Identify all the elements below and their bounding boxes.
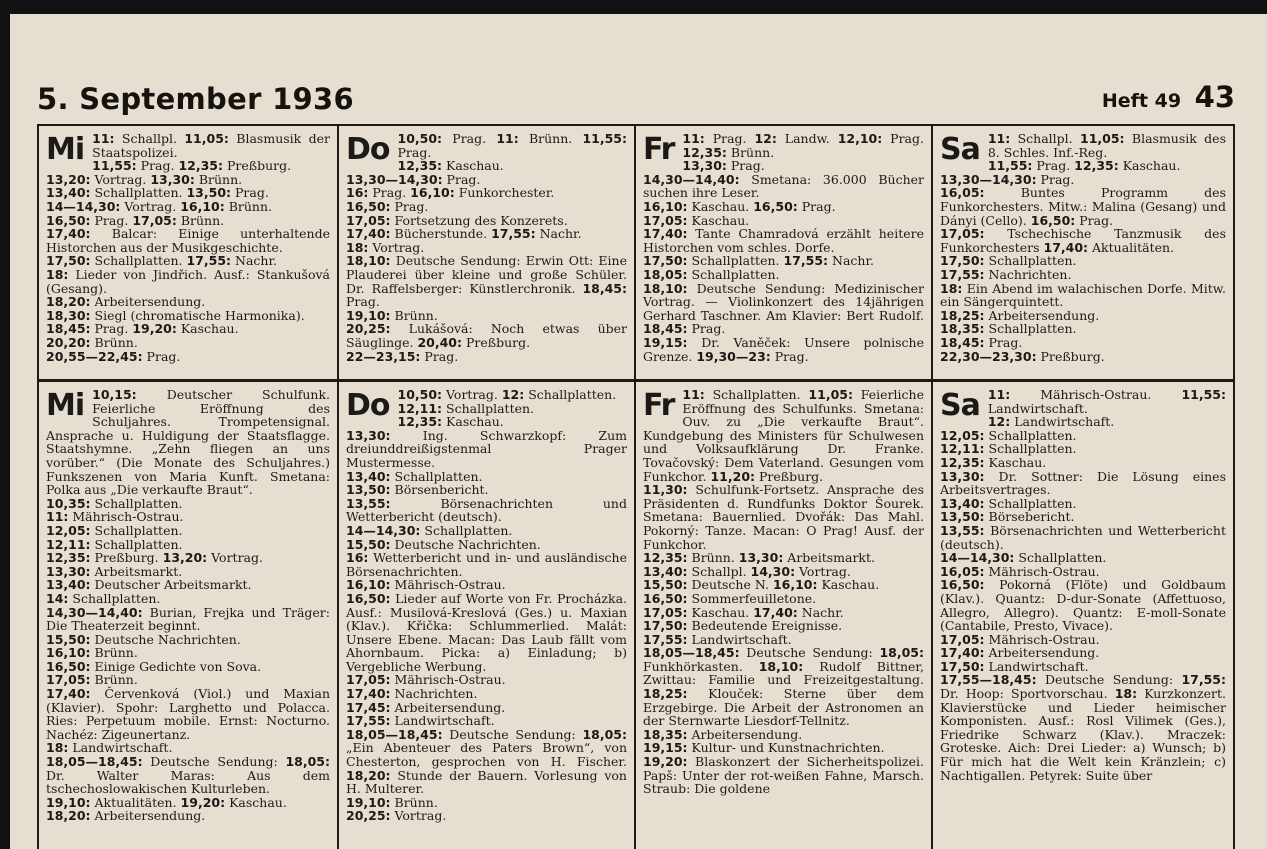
time-stamp: 17,45: [346,699,391,715]
program-entry: 13,30: Prag. [682,158,765,174]
time-stamp: 13,40: [46,577,91,593]
time-stamp: 14,30: [750,563,796,579]
time-stamp: 19,15: [643,334,688,350]
program-entry: 15,50: Deutsche Nachrichten. [346,536,541,552]
time-stamp: 17,55: [783,253,829,269]
time-stamp: 16,50: [46,658,91,674]
time-stamp: 18,10: [643,280,688,296]
time-stamp: 12,35: [46,550,91,566]
time-stamp: 18,05: [643,266,688,282]
time-stamp: 16: [346,185,369,201]
time-stamp: 12: [501,387,525,402]
program-entry: 11,55: Prag. 12,35: Kaschau. [987,158,1181,174]
time-stamp: 17,50: [940,253,985,269]
program-entry: 17,05: Kaschau. [643,212,750,228]
program-entry: 16,50: Pokorná (Flöte) und Goldbaum (Klav.). Quantz: D-dur-Sonate (Affettuoso, Allegro, Allegro). Quantz: E-moll-Sonate (Cantabile, Presto, Vivace). [940,577,1226,634]
program-entry: 11: Schallplatten. 11,05: Feierliche Eröffnung des Schulfunks. Smetana: Ouv. zu „Die verkaufte Braut“. Kundgebung des Ministers für Schulwesen und Volksaufklärung Dr. Franke. Tovačovský: Dem Vaterland. Gesungen vom Funkchor. 11,20: Preßburg. [643,387,924,484]
time-stamp: 12,35: [397,158,443,174]
day-label: Fr [643,132,675,167]
time-stamp: 11,30: [643,482,688,498]
time-stamp: 18: [46,740,69,756]
program-entry: 16,50: Lieder auf Worte von Fr. Procházka. Ausf.: Musilová-Kreslová (Ges.) u. Maxian (Klav.). Křička: Schlummerlied. Malát: Unsere Ebene. Macan: Das Laub fällt vom Ahornbaum. Picka: a) Einladung; b) Vergebliche Werbung. [346,590,627,674]
time-stamp: 14,30—14,40: [643,171,740,187]
time-stamp: 18,05—18,45: [346,726,443,742]
time-stamp: 13,30: [46,563,91,579]
time-stamp: 18,20: [346,767,391,783]
program-entry: 16,50: Prag. [346,198,429,214]
program-entry: 14—14,30: Schallplatten. [940,550,1107,566]
time-stamp: 11,55: [92,158,137,174]
program-entry: 17,50: Bedeutende Ereignisse. [643,618,843,634]
time-stamp: 13,30: [738,550,784,566]
program-entry: 11: Mährisch-Ostrau. [46,509,184,525]
program-entry: 18,05: Schallplatten. [643,266,780,282]
program-entry: 12,11: Schallplatten. [397,400,535,416]
time-stamp: 12,35: [643,550,688,566]
time-stamp: 17,05: [940,631,985,647]
time-stamp: 17,40: [346,686,391,702]
time-stamp: 11: [496,131,519,146]
time-stamp: 12,11: [940,441,985,457]
program-entry: 18,10: Deutsche Sendung: Medizinischer Vortrag. — Violinkonzert des 14jährigen Gerhard Taschner. Am Klavier: Bert Rudolf. 18,45: Prag. [643,280,924,337]
time-stamp: 14: [46,590,69,606]
time-stamp: 11: [987,131,1011,146]
time-stamp: 18,20: [46,808,91,824]
program-entry: 13,40: Schallplatten. [940,495,1077,511]
cell-bottom-friday [636,382,933,849]
program-entry: 17,55: Landwirtschaft. [643,631,792,647]
time-stamp: 18,10: [758,658,804,674]
program-entry: 17,40: Nachrichten. [346,686,478,702]
time-stamp: 18,25: [643,686,688,702]
time-stamp: 22—23,15: [346,348,421,364]
time-stamp: 17,40: [46,686,91,702]
program-entry: 17,05: Fortsetzung des Konzerets. [346,212,568,228]
time-stamp: 12,05: [46,522,91,538]
time-stamp: 15,50: [346,536,391,552]
time-stamp: 18,35: [643,726,688,742]
program-entry: 18: Lieder von Jindřich. Ausf.: Stankušová (Gesang). [46,266,330,296]
time-stamp: 18,45: [46,321,91,337]
time-stamp: 16,50: [346,198,391,214]
program-entry: 19,10: Brünn. [346,794,438,810]
time-stamp: 16: [346,550,369,566]
page-header-right [1102,80,1235,114]
time-stamp: 20,40: [417,334,463,350]
day-label: Mi [46,132,85,167]
program-entry: 18,25: Arbeitersendung. [940,307,1100,323]
time-stamp: 19,20: [180,794,226,810]
program-entry: 17,40: Červenková (Viol.) und Maxian (Klavier). Spohr: Larghetto und Polacca. Ries: Perpetuum mobile. Ernst: Nocturno. Nachéz: Zigeunertanz. [46,686,330,742]
program-entry: 18,20: Arbeitersendung. [46,808,206,824]
time-stamp: 17,55: [940,266,985,282]
time-stamp: 13,50: [186,185,232,201]
time-stamp: 18,05: [285,754,330,770]
time-stamp: 12,10: [837,131,883,146]
time-stamp: 18,30: [46,307,91,323]
program-entry: 17,40: Tante Chamradová erzählt heitere Historchen vom schles. Dorfe. [643,226,924,255]
program-entry: 17,55: Nachrichten. [940,266,1072,282]
program-entry: 16,05: Mährisch-Ostrau. [940,563,1100,579]
time-stamp: 18: [46,266,69,282]
program-entry: 13,30: Arbeitsmarkt. [46,563,183,579]
time-stamp: 17,05: [643,604,688,620]
program-entry: 18,20: Arbeitersendung. [46,294,206,310]
time-stamp: 17,05: [346,212,391,228]
program-entry: 10,35: Schallplatten. [46,495,183,511]
time-stamp: 17,55—18,45: [940,672,1037,688]
program-entry: 20,25: Vortrag. [346,808,447,824]
time-stamp: 18,05: [582,726,627,742]
time-stamp: 11,05: [184,131,229,146]
program-entry: 14—14,30: Schallplatten. [346,522,513,538]
program-entry: 17,50: Schallplatten. [940,253,1077,269]
program-entry: 12,35: Kaschau. [940,454,1047,470]
time-stamp: 18,45: [643,321,688,337]
program-entry: 18,05—18,45: Deutsche Sendung: 18,05: Dr. Walter Maras: Aus dem tschechoslowakischen Kulturleben. [46,754,330,797]
time-stamp: 22,30—23,30: [940,348,1037,364]
time-stamp: 16,10: [346,577,391,593]
program-entry: 13,40: Schallplatten. 13,50: Prag. [46,185,269,201]
program-entry: 14,30—14,40: Burian, Frejka und Träger: Die Theaterzeit beginnt. [46,604,330,634]
program-entry: 18: Ein Abend im walachischen Dorfe. Mitw. ein Sängerquintett. [940,280,1226,310]
program-entry: 17,05: Mährisch-Ostrau. [940,631,1100,647]
program-entry: 17,40: Bücherstunde. 17,55: Nachr. [346,226,582,242]
time-stamp: 17,05: [643,212,688,228]
time-stamp: 16,50: [940,577,985,593]
program-entry: 11,55: Prag. 12,35: Preßburg. [92,158,292,174]
time-stamp: 10,50: [397,131,443,146]
time-stamp: 17,40: [1043,239,1089,255]
time-stamp: 11,05: [1080,131,1125,146]
program-entry: 12,05: Schallplatten. [940,427,1077,443]
program-entry: 11: Prag. 12: Landw. 12,10: Prag. 12,35: Brünn. [682,131,924,160]
program-entry: 11,30: Schulfunk-Fortsetz. Ansprache des Präsidenten d. Rundfunks Doktor Šourek. Smetana: Bauernlied. Dvořák: Das Mahl. Pokorný: Tanze. Macan: O Prag! Ausf. der Funkchor. [643,482,924,552]
program-entry: 18,05—18,45: Deutsche Sendung: 18,05: Funkhörkasten. 18,10: Rudolf Bittner, Zwittau: Familie und Freizeitgestaltung. 18,25: Klouček: Sterne über dem Erzgebirge. Die Arbeit der Astronomen an der Sternwarte Liesdorf-Tellnitz. [643,645,924,729]
program-entry: 15,50: Deutsche Nachrichten. [46,631,241,647]
issue-label: Heft 49 [1101,90,1182,112]
program-entry: 11: Mährisch-Ostrau. 11,55: Landwirtschaft. [987,387,1226,416]
time-stamp: 13,30: [940,468,985,484]
program-entry: 13,40: Schallplatten. [346,468,483,484]
time-stamp: 18,45: [582,280,627,296]
day-label: Do [346,132,390,167]
time-stamp: 13,40: [940,495,985,511]
time-stamp: 11,55: [987,158,1033,174]
time-stamp: 14,30—14,40: [46,604,143,620]
program-entry: 14: Schallplatten. [46,590,161,606]
program-entry: 11: Schallpl. 11,05: Blasmusik des 8. Schles. Inf.-Reg. [987,131,1226,160]
time-stamp: 18,20: [46,294,91,310]
program-entry: 13,40: Deutscher Arbeitsmarkt. [46,577,252,593]
time-stamp: 13,20: [162,550,208,566]
time-stamp: 15,50: [643,577,688,593]
time-stamp: 17,40: [46,226,91,242]
time-stamp: 10,50: [397,387,443,402]
time-stamp: 14—14,30: [940,550,1015,566]
time-stamp: 16,10: [180,198,225,214]
time-stamp: 12,35: [940,454,985,470]
time-stamp: 17,05: [132,212,177,228]
program-entry: 14—14,30: Vortrag. 16,10: Brünn. [46,198,273,214]
program-entry: 19,10: Brünn. [346,307,438,323]
time-stamp: 17,55: [346,713,391,729]
program-entry: 22—23,15: Prag. [346,348,459,364]
cell-bottom-wednesday [39,382,339,849]
program-entry: 12,35: Kaschau. [397,158,504,174]
time-stamp: 16,05: [940,185,985,201]
program-entry: 13,30—14,30: Prag. [346,171,481,187]
program-entry: 17,50: Landwirtschaft. [940,658,1089,674]
time-stamp: 17,40: [346,226,391,242]
time-stamp: 13,20: [46,171,91,187]
time-stamp: 19,10: [346,307,391,323]
time-stamp: 13,30: [682,158,727,174]
day-label: Do [346,388,390,423]
program-entry: 16,50: Einige Gedichte von Sova. [46,658,262,674]
time-stamp: 13,55: [346,495,391,511]
time-stamp: 12,35: [682,144,727,160]
time-stamp: 13,50: [346,482,391,498]
time-stamp: 17,50: [643,253,688,269]
time-stamp: 20,55—22,45: [46,348,143,364]
program-entry: 12,35: Kaschau. [397,414,504,430]
time-stamp: 17,50: [643,618,688,634]
program-entry: 17,55—18,45: Deutsche Sendung: 17,55: Dr. Hoop: Sportvorschau. 18: Kurzkonzert. Klavierstücke und Lieder heimischer Komponisten. Ausf.: Rosl Vilimek (Ges.), Friedrike Schwarz (Klav.). Mraczek: Groteske. Aich: Drei Lieder: a) Wunsch; b) Für mich hat die Welt kein Kränzlein; c) Nachtigallen. Petyrek: Suite über [940,672,1226,783]
time-stamp: 18,05—18,45: [46,754,143,770]
time-stamp: 17,50: [940,658,985,674]
program-entry: 13,30: Ing. Schwarzkopf: Zum dreiunddreißigstenmal Prager Mustermesse. [346,427,627,470]
day-label: Sa [940,388,980,423]
program-entry: 12,11: Schallplatten. [46,536,183,552]
newspaper-page [10,14,1267,849]
time-stamp: 11,55: [1181,387,1226,402]
time-stamp: 14—14,30: [46,198,121,214]
time-stamp: 19,10: [346,794,391,810]
time-stamp: 12,05: [940,427,985,443]
program-entry: 13,30—14,30: Prag. [940,171,1075,187]
time-stamp: 18,45: [940,334,985,350]
program-entry: 17,50: Schallplatten. 17,55: Nachr. [643,253,875,269]
program-entry: 10,50: Vortrag. 12: Schallplatten. [397,387,617,402]
program-entry: 13,30: Dr. Sottner: Die Lösung eines Arbeitsvertrages. [940,468,1226,498]
time-stamp: 11,55: [582,131,628,146]
time-stamp: 13,40: [346,468,391,484]
program-entry: 12,05: Schallplatten. [46,522,183,538]
program-entry: 13,40: Schallpl. 14,30: Vortrag. [643,563,851,579]
time-stamp: 13,30—14,30: [940,171,1037,187]
cell-top-wednesday [39,126,339,382]
time-stamp: 17,40: [643,226,688,242]
program-entry: 19,10: Aktualitäten. 19,20: Kaschau. [46,794,287,810]
program-entry: 13,20: Vortrag. 13,30: Brünn. [46,171,243,187]
program-entry: 16: Wetterbericht und in- und ausländische Börsenachrichten. [346,550,627,579]
time-stamp: 12,35: [1074,158,1119,174]
program-entry: 17,40: Balcar: Einige unterhaltende Historchen aus der Musikgeschichte. [46,226,330,255]
program-entry: 20,55—22,45: Prag. [46,348,181,364]
time-stamp: 17,50: [46,253,91,269]
time-stamp: 18,05: [879,645,924,661]
time-stamp: 17,55: [643,631,688,647]
day-label: Fr [643,388,675,423]
program-entry: 17,55: Landwirtschaft. [346,713,495,729]
program-entry: 16,10: Mährisch-Ostrau. [346,577,506,593]
program-entry: 18,10: Deutsche Sendung: Erwin Ott: Eine Plauderei über kleine und große Schüler. Dr. Raffelsberger: Künstlerchronik. 18,45: Prag. [346,253,627,310]
program-entry: 12,35: Brünn. 13,30: Arbeitsmarkt. [643,550,875,566]
time-stamp: 20,25: [346,321,391,337]
program-entry: 16,10: Kaschau. 16,50: Prag. [643,198,836,214]
time-stamp: 17,05: [46,672,91,688]
time-stamp: 19,30—23: [696,348,771,364]
program-entry: 17,05: Kaschau. 17,40: Nachr. [643,604,844,620]
program-entry: 18,35: Schallplatten. [940,321,1077,337]
time-stamp: 13,30: [150,171,195,187]
program-entry: 19,20: Blaskonzert der Sicherheitspolizei. Papš: Unter der rot-weißen Fahne, Marsch. Straub: Die goldene [643,754,924,797]
cell-top-thursday [339,126,636,382]
program-entry: 10,15: Deutscher Schulfunk. Feierliche Eröffnung des Schuljahres. Trompetensignal. Ansprache u. Huldigung der Staatsflagge. Staatshymne. „Zehn fliegen an uns vorüber.“ (Die Monate des Schuljahres.) Funkszenen von Maria Kunft. Smetana: Polka aus „Die verkaufte Braut“. [46,387,330,498]
time-stamp: 14—14,30: [346,522,421,538]
program-entry: 17,50: Schallplatten. 17,55: Nachr. [46,253,278,269]
time-stamp: 17,55: [186,253,232,269]
time-stamp: 13,30—14,30: [346,171,443,187]
program-entry: 14,30—14,40: Smetana: 36.000 Bücher suchen ihre Leser. [643,171,924,201]
program-entry: 20,25: Lukášová: Noch etwas über Säuglinge. 20,40: Preßburg. [346,321,627,350]
program-entry: 13,50: Börsenbericht. [346,482,489,498]
cell-top-friday [636,126,933,382]
time-stamp: 12,35: [397,414,443,430]
time-stamp: 11: [92,131,115,146]
program-entry: 16,10: Brünn. [46,645,138,661]
time-stamp: 18: [346,239,369,255]
program-entry: 16,50: Prag. 17,05: Brünn. [46,212,225,228]
time-stamp: 11: [987,387,1011,402]
program-entry: 18,30: Siegl (chromatische Harmonika). [46,307,305,323]
time-stamp: 11: [46,509,69,525]
time-stamp: 18: [1114,686,1138,702]
cell-bottom-saturday [933,382,1233,849]
time-stamp: 17,05: [940,226,985,242]
cell-bottom-thursday [339,382,636,849]
page-date: 5. September 1936 [37,82,354,116]
program-entry: 13,55: Börsenachrichten und Wetterbericht (deutsch). [940,522,1226,552]
time-stamp: 16,10: [410,185,455,201]
program-entry: 12,11: Schallplatten. [940,441,1077,457]
time-stamp: 12,11: [397,400,443,416]
program-entry: 22,30—23,30: Preßburg. [940,348,1105,364]
time-stamp: 16,10: [46,645,91,661]
time-stamp: 17,05: [346,672,391,688]
time-stamp: 16,50: [753,198,798,214]
time-stamp: 17,55: [1181,672,1226,688]
program-entry: 12: Landwirtschaft. [987,414,1115,430]
page-number: 43 [1194,80,1235,114]
cell-top-saturday [933,126,1233,382]
time-stamp: 11: [682,387,705,402]
program-entry: 17,45: Arbeitersendung. [346,699,506,715]
program-entry: 12,35: Preßburg. 13,20: Vortrag. [46,550,263,566]
program-entry: 17,40: Arbeitersendung. [940,645,1100,661]
program-grid [37,124,1235,849]
program-entry: 17,05: Mährisch-Ostrau. [346,672,506,688]
time-stamp: 16,05: [940,563,985,579]
time-stamp: 18,05—18,45: [643,645,740,661]
time-stamp: 19,15: [643,740,688,756]
time-stamp: 17,40: [753,604,798,620]
time-stamp: 12: [987,414,1011,430]
time-stamp: 18,25: [940,307,985,323]
program-entry: 20,20: Brünn. [46,334,138,350]
time-stamp: 15,50: [46,631,91,647]
time-stamp: 16,50: [1030,212,1076,228]
time-stamp: 13,50: [940,509,985,525]
program-entry: 16,50: Sommerfeuilletone. [643,590,817,606]
program-entry: 19,15: Dr. Vaněček: Unsere polnische Grenze. 19,30—23: Prag. [643,334,924,364]
time-stamp: 13,30: [346,427,391,443]
time-stamp: 12,11: [46,536,91,552]
day-label: Mi [46,388,85,423]
time-stamp: 19,20: [643,754,688,770]
program-entry: 18,35: Arbeitersendung. [643,726,803,742]
time-stamp: 16,50: [46,212,91,228]
program-entry: 15,50: Deutsche N. 16,10: Kaschau. [643,577,880,593]
program-entry: 17,05: Tschechische Tanzmusik des Funkorchesters 17,40: Aktualitäten. [940,226,1226,255]
time-stamp: 13,40: [643,563,688,579]
program-entry: 18: Vortrag. [346,239,425,255]
time-stamp: 16,50: [346,590,391,606]
program-entry: 18,05—18,45: Deutsche Sendung: 18,05: „Ein Abenteuer des Paters Brown“, von Chesterton, gesprochen von H. Fischer. 18,20: Stunde der Bauern. Vorlesung von H. Multerer. [346,726,627,797]
program-entry: 11: Schallpl. 11,05: Blasmusik der Staatspolizei. [92,131,330,160]
time-stamp: 16,10: [643,198,688,214]
time-stamp: 18: [940,280,963,296]
time-stamp: 19,20: [132,321,177,337]
time-stamp: 17,55: [491,226,536,242]
time-stamp: 13,55: [940,522,985,538]
time-stamp: 11: [682,131,705,146]
time-stamp: 16,10: [772,577,818,593]
time-stamp: 18,35: [940,321,985,337]
time-stamp: 11,05: [808,387,853,402]
time-stamp: 19,10: [46,794,91,810]
program-entry: 10,50: Prag. 11: Brünn. 11,55: Prag. [397,131,628,160]
time-stamp: 20,25: [346,808,391,824]
time-stamp: 11,20: [710,468,756,484]
program-entry: 18: Landwirtschaft. [46,740,173,756]
program-entry: 13,50: Börsebericht. [940,509,1075,525]
time-stamp: 12: [754,131,777,146]
time-stamp: 20,20: [46,334,91,350]
time-stamp: 10,15: [92,387,137,402]
program-entry: 13,55: Börsenachrichten und Wetterbericht (deutsch). [346,495,627,525]
program-entry: 19,15: Kultur- und Kunstnachrichten. [643,740,885,756]
time-stamp: 18,10: [346,253,391,269]
time-stamp: 12,35: [178,158,223,174]
day-label: Sa [940,132,980,167]
time-stamp: 13,40: [46,185,91,201]
time-stamp: 10,35: [46,495,91,511]
program-entry: 18,45: Prag. 19,20: Kaschau. [46,321,239,337]
program-entry: 16: Prag. 16,10: Funkorchester. [346,185,555,201]
time-stamp: 16,50: [643,590,688,606]
program-entry: 18,45: Prag. [940,334,1023,350]
time-stamp: 17,40: [940,645,985,661]
program-entry: 17,05: Brünn. [46,672,138,688]
program-entry: 16,05: Buntes Programm des Funkorchesters. Mitw.: Malina (Gesang) und Dányi (Cello). 16,50: Prag. [940,185,1226,228]
